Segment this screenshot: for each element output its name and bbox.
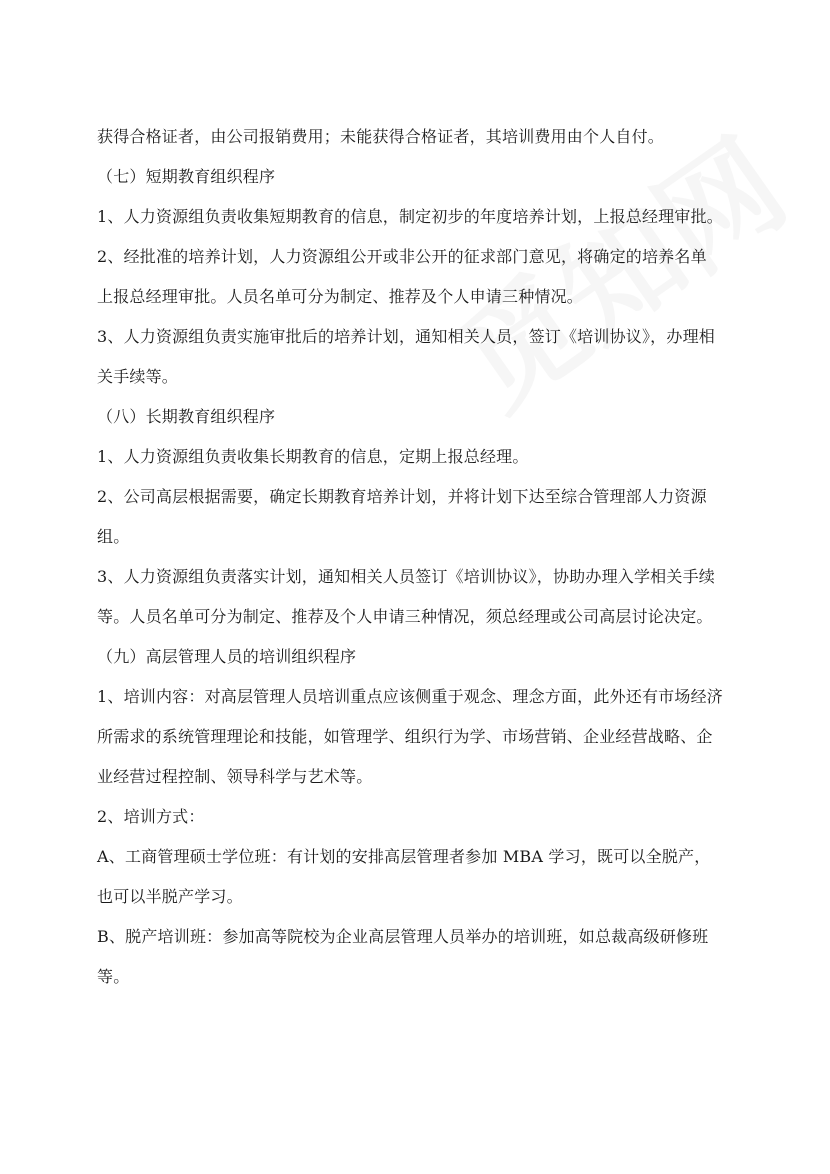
paragraph-line: 1、人力资源组负责收集长期教育的信息，定期上报总经理。 (97, 447, 529, 466)
paragraph-line: 2、经批准的培养计划，人力资源组公开或非公开的征求部门意见，将确定的培养名单 (97, 247, 707, 266)
section-heading-9: （九）高层管理人员的培训组织程序 (97, 647, 357, 666)
section-heading-7: （七）短期教育组织程序 (97, 167, 276, 186)
paragraph-line: 业经营过程控制、领导科学与艺术等。 (97, 767, 373, 786)
paragraph-line: 上报总经理审批。人员名单可分为制定、推荐及个人申请三种情况。 (97, 287, 584, 306)
paragraph-line: B、脱产培训班：参加高等院校为企业高层管理人员举办的培训班，如总裁高级研修班 (97, 927, 709, 946)
paragraph-line: 3、人力资源组负责落实计划，通知相关人员签订《培训协议》，协助办理入学相关手续 (97, 567, 715, 586)
paragraph-line: 1、培训内容：对高层管理人员培训重点应该侧重于观念、理念方面，此外还有市场经济 (97, 687, 723, 706)
paragraph-line: 3、人力资源组负责实施审批后的培养计划，通知相关人员，签订《培训协议》，办理相 (97, 327, 715, 346)
paragraph-line: 1、人力资源组负责收集短期教育的信息，制定初步的年度培养计划，上报总经理审批。 (97, 207, 723, 226)
paragraph-line: 所需求的系统管理理论和技能，如管理学、组织行为学、市场营销、企业经营战略、企 (97, 727, 713, 746)
paragraph-line: 关手续等。 (97, 367, 179, 386)
section-heading-8: （八）长期教育组织程序 (97, 407, 276, 426)
paragraph-line: 获得合格证者，由公司报销费用；未能获得合格证者，其培训费用由个人自付。 (97, 127, 665, 146)
paragraph-line: 组。 (97, 527, 130, 546)
paragraph-line: 也可以半脱产学习。 (97, 887, 243, 906)
paragraph-line: 2、培训方式： (97, 807, 205, 826)
paragraph-line: 等。 (97, 967, 130, 986)
paragraph-line: A、工商管理硕士学位班：有计划的安排高层管理者参加 MBA 学习，既可以全脱产， (97, 847, 711, 866)
paragraph-line: 等。人员名单可分为制定、推荐及个人申请三种情况，须总经理或公司高层讨论决定。 (97, 607, 713, 626)
paragraph-line: 2、公司高层根据需要，确定长期教育培养计划，并将计划下达至综合管理部人力资源 (97, 487, 707, 506)
document-body (97, 117, 737, 997)
